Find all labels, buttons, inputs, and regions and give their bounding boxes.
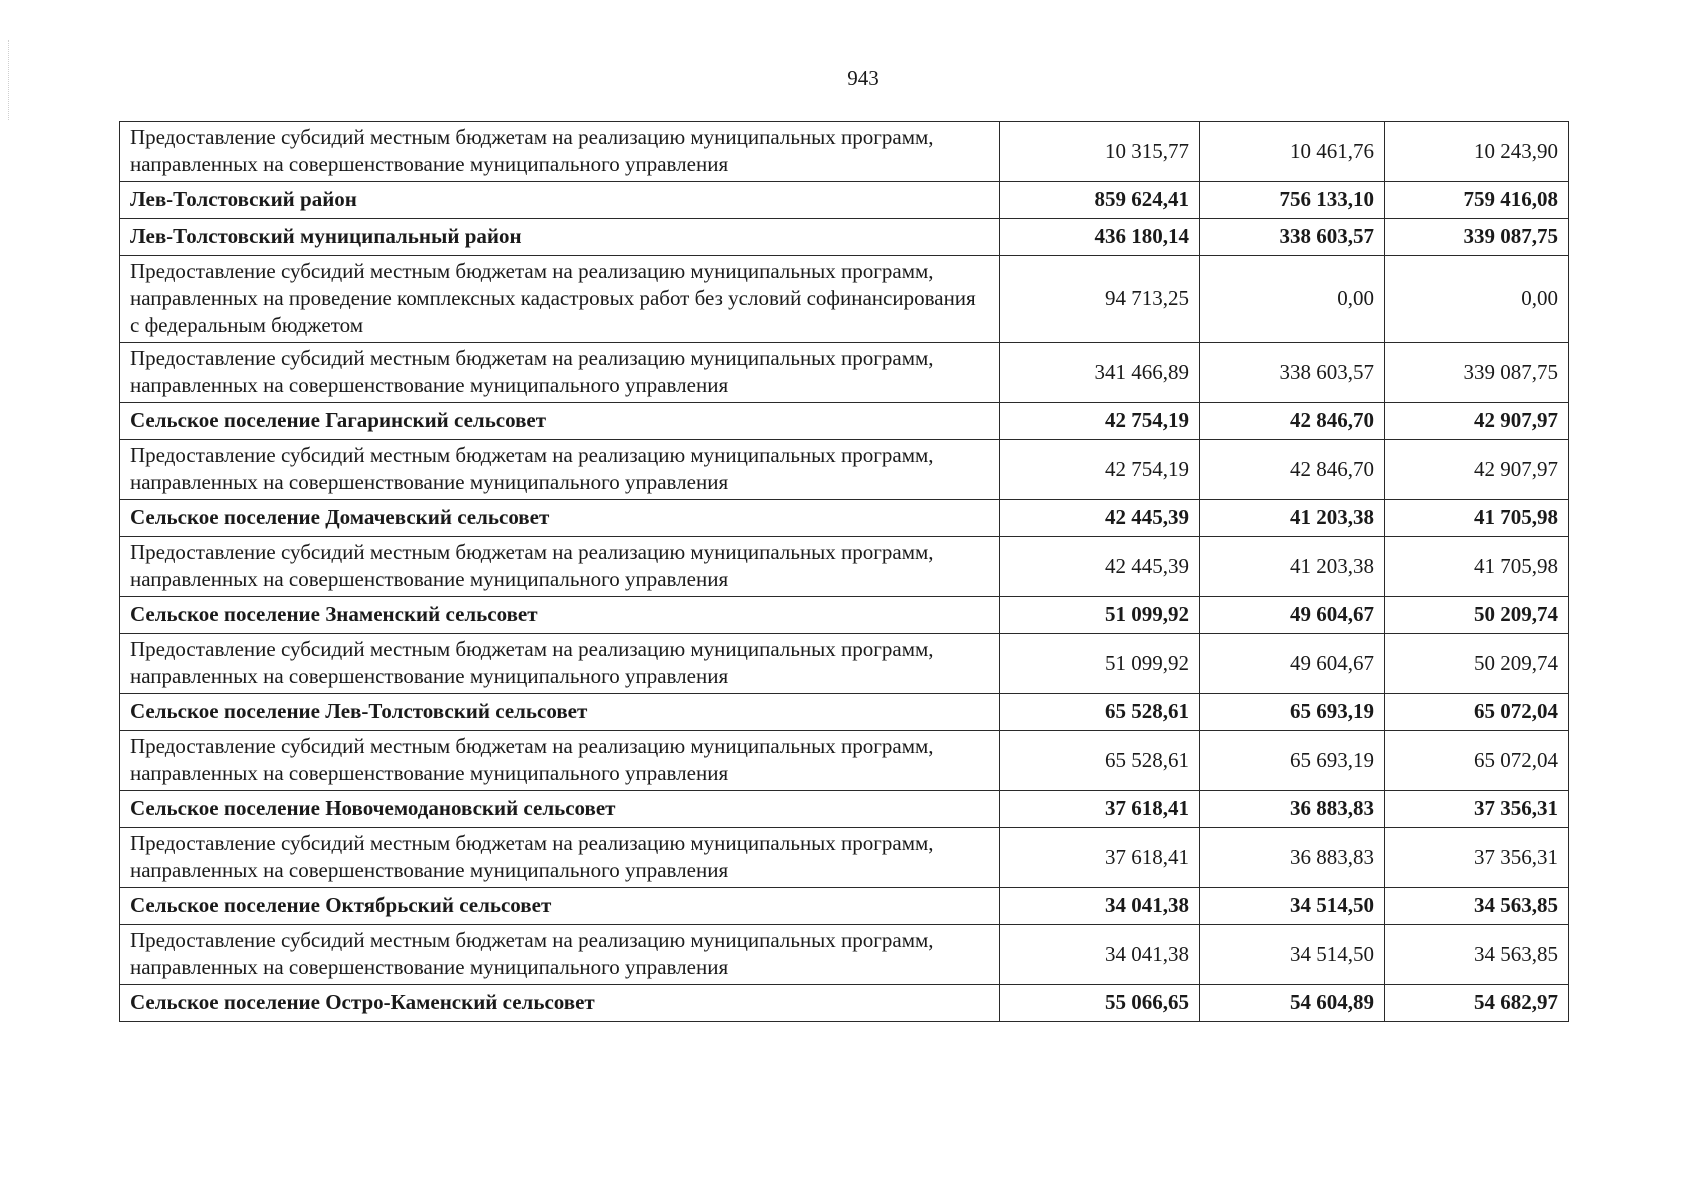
- row-value-2-cell: 41 203,38: [1200, 537, 1385, 597]
- row-value-3-cell: 42 907,97: [1385, 440, 1569, 500]
- table-row-subtotal: [120, 500, 1569, 537]
- row-value-3-cell: 54 682,97: [1385, 985, 1569, 1022]
- table-row-subtotal: [120, 694, 1569, 731]
- table-row-subtotal: [120, 791, 1569, 828]
- row-value-3-cell: 34 563,85: [1385, 888, 1569, 925]
- row-name-cell: Сельское поселение Домачевский сельсовет: [120, 500, 1000, 537]
- row-value-3-cell: 0,00: [1385, 256, 1569, 343]
- row-value-1-cell: 37 618,41: [1000, 791, 1200, 828]
- row-value-2-cell: 10 461,76: [1200, 122, 1385, 182]
- row-name-cell: Сельское поселение Знаменский сельсовет: [120, 597, 1000, 634]
- row-value-2-cell: 338 603,57: [1200, 219, 1385, 256]
- row-value-1-cell: 55 066,65: [1000, 985, 1200, 1022]
- row-value-2-cell: 42 846,70: [1200, 403, 1385, 440]
- row-value-3-cell: 339 087,75: [1385, 219, 1569, 256]
- row-name-cell: Сельское поселение Новочемодановский сельсовет: [120, 791, 1000, 828]
- row-value-1-cell: 436 180,14: [1000, 219, 1200, 256]
- row-value-2-cell: 49 604,67: [1200, 597, 1385, 634]
- table-row-subtotal: [120, 219, 1569, 256]
- table-row: [120, 731, 1569, 791]
- row-name-cell: Предоставление субсидий местным бюджетам на реализацию муниципальных программ, направленных на совершенствование муниципального управления: [120, 828, 1000, 888]
- row-value-1-cell: 51 099,92: [1000, 597, 1200, 634]
- row-value-1-cell: 341 466,89: [1000, 343, 1200, 403]
- row-value-3-cell: 65 072,04: [1385, 731, 1569, 791]
- table-row: [120, 925, 1569, 985]
- row-name-cell: Предоставление субсидий местным бюджетам на реализацию муниципальных программ, направленных на совершенствование муниципального управления: [120, 537, 1000, 597]
- row-value-3-cell: 41 705,98: [1385, 500, 1569, 537]
- row-value-1-cell: 34 041,38: [1000, 925, 1200, 985]
- table-row-subtotal: [120, 182, 1569, 219]
- table-row-subtotal: [120, 888, 1569, 925]
- row-value-3-cell: 339 087,75: [1385, 343, 1569, 403]
- row-value-3-cell: 34 563,85: [1385, 925, 1569, 985]
- row-value-2-cell: 65 693,19: [1200, 694, 1385, 731]
- row-value-1-cell: 34 041,38: [1000, 888, 1200, 925]
- row-name-cell: Предоставление субсидий местным бюджетам на реализацию муниципальных программ, направленных на совершенствование муниципального управления: [120, 122, 1000, 182]
- row-value-2-cell: 42 846,70: [1200, 440, 1385, 500]
- row-name-cell: Сельское поселение Остро-Каменский сельсовет: [120, 985, 1000, 1022]
- row-value-1-cell: 10 315,77: [1000, 122, 1200, 182]
- row-value-3-cell: 65 072,04: [1385, 694, 1569, 731]
- budget-table-body: [120, 122, 1569, 1022]
- row-value-2-cell: 41 203,38: [1200, 500, 1385, 537]
- row-name-cell: Лев-Толстовский муниципальный район: [120, 219, 1000, 256]
- row-name-cell: Лев-Толстовский район: [120, 182, 1000, 219]
- row-value-1-cell: 94 713,25: [1000, 256, 1200, 343]
- row-value-1-cell: 42 445,39: [1000, 500, 1200, 537]
- row-name-cell: Предоставление субсидий местным бюджетам на реализацию муниципальных программ, направленных на совершенствование муниципального управления: [120, 634, 1000, 694]
- row-value-2-cell: 49 604,67: [1200, 634, 1385, 694]
- row-value-1-cell: 42 445,39: [1000, 537, 1200, 597]
- table-row-subtotal: [120, 597, 1569, 634]
- row-name-cell: Сельское поселение Октябрьский сельсовет: [120, 888, 1000, 925]
- table-row: [120, 634, 1569, 694]
- row-value-3-cell: 41 705,98: [1385, 537, 1569, 597]
- row-value-1-cell: 37 618,41: [1000, 828, 1200, 888]
- row-value-3-cell: 759 416,08: [1385, 182, 1569, 219]
- row-value-2-cell: 36 883,83: [1200, 791, 1385, 828]
- row-value-3-cell: 50 209,74: [1385, 597, 1569, 634]
- row-value-3-cell: 37 356,31: [1385, 828, 1569, 888]
- row-value-2-cell: 756 133,10: [1200, 182, 1385, 219]
- row-value-2-cell: 54 604,89: [1200, 985, 1385, 1022]
- row-name-cell: Предоставление субсидий местным бюджетам на реализацию муниципальных программ, направленных на проведение комплексных кадастровых работ без условий софинансирования с федеральным бюджетом: [120, 256, 1000, 343]
- row-value-3-cell: 37 356,31: [1385, 791, 1569, 828]
- table-row: [120, 256, 1569, 343]
- table-row: [120, 343, 1569, 403]
- row-name-cell: Предоставление субсидий местным бюджетам на реализацию муниципальных программ, направленных на совершенствование муниципального управления: [120, 731, 1000, 791]
- table-row: [120, 537, 1569, 597]
- row-value-1-cell: 65 528,61: [1000, 694, 1200, 731]
- page-number: 943: [847, 66, 879, 90]
- row-name-cell: Предоставление субсидий местным бюджетам на реализацию муниципальных программ, направленных на совершенствование муниципального управления: [120, 343, 1000, 403]
- row-value-2-cell: 338 603,57: [1200, 343, 1385, 403]
- row-name-cell: Предоставление субсидий местным бюджетам на реализацию муниципальных программ, направленных на совершенствование муниципального управления: [120, 925, 1000, 985]
- row-value-3-cell: 10 243,90: [1385, 122, 1569, 182]
- row-value-2-cell: 0,00: [1200, 256, 1385, 343]
- row-value-3-cell: 42 907,97: [1385, 403, 1569, 440]
- row-value-1-cell: 65 528,61: [1000, 731, 1200, 791]
- row-value-3-cell: 50 209,74: [1385, 634, 1569, 694]
- table-row-subtotal: [120, 985, 1569, 1022]
- row-value-2-cell: 34 514,50: [1200, 925, 1385, 985]
- table-row: [120, 122, 1569, 182]
- table-row-subtotal: [120, 403, 1569, 440]
- row-value-1-cell: 51 099,92: [1000, 634, 1200, 694]
- row-value-1-cell: 42 754,19: [1000, 440, 1200, 500]
- row-name-cell: Предоставление субсидий местным бюджетам на реализацию муниципальных программ, направленных на совершенствование муниципального управления: [120, 440, 1000, 500]
- row-name-cell: Сельское поселение Лев-Толстовский сельсовет: [120, 694, 1000, 731]
- budget-table: [119, 121, 1569, 1022]
- row-value-1-cell: 859 624,41: [1000, 182, 1200, 219]
- table-row: [120, 828, 1569, 888]
- table-row: [120, 440, 1569, 500]
- row-value-1-cell: 42 754,19: [1000, 403, 1200, 440]
- row-value-2-cell: 65 693,19: [1200, 731, 1385, 791]
- row-name-cell: Сельское поселение Гагаринский сельсовет: [120, 403, 1000, 440]
- row-value-2-cell: 36 883,83: [1200, 828, 1385, 888]
- row-value-2-cell: 34 514,50: [1200, 888, 1385, 925]
